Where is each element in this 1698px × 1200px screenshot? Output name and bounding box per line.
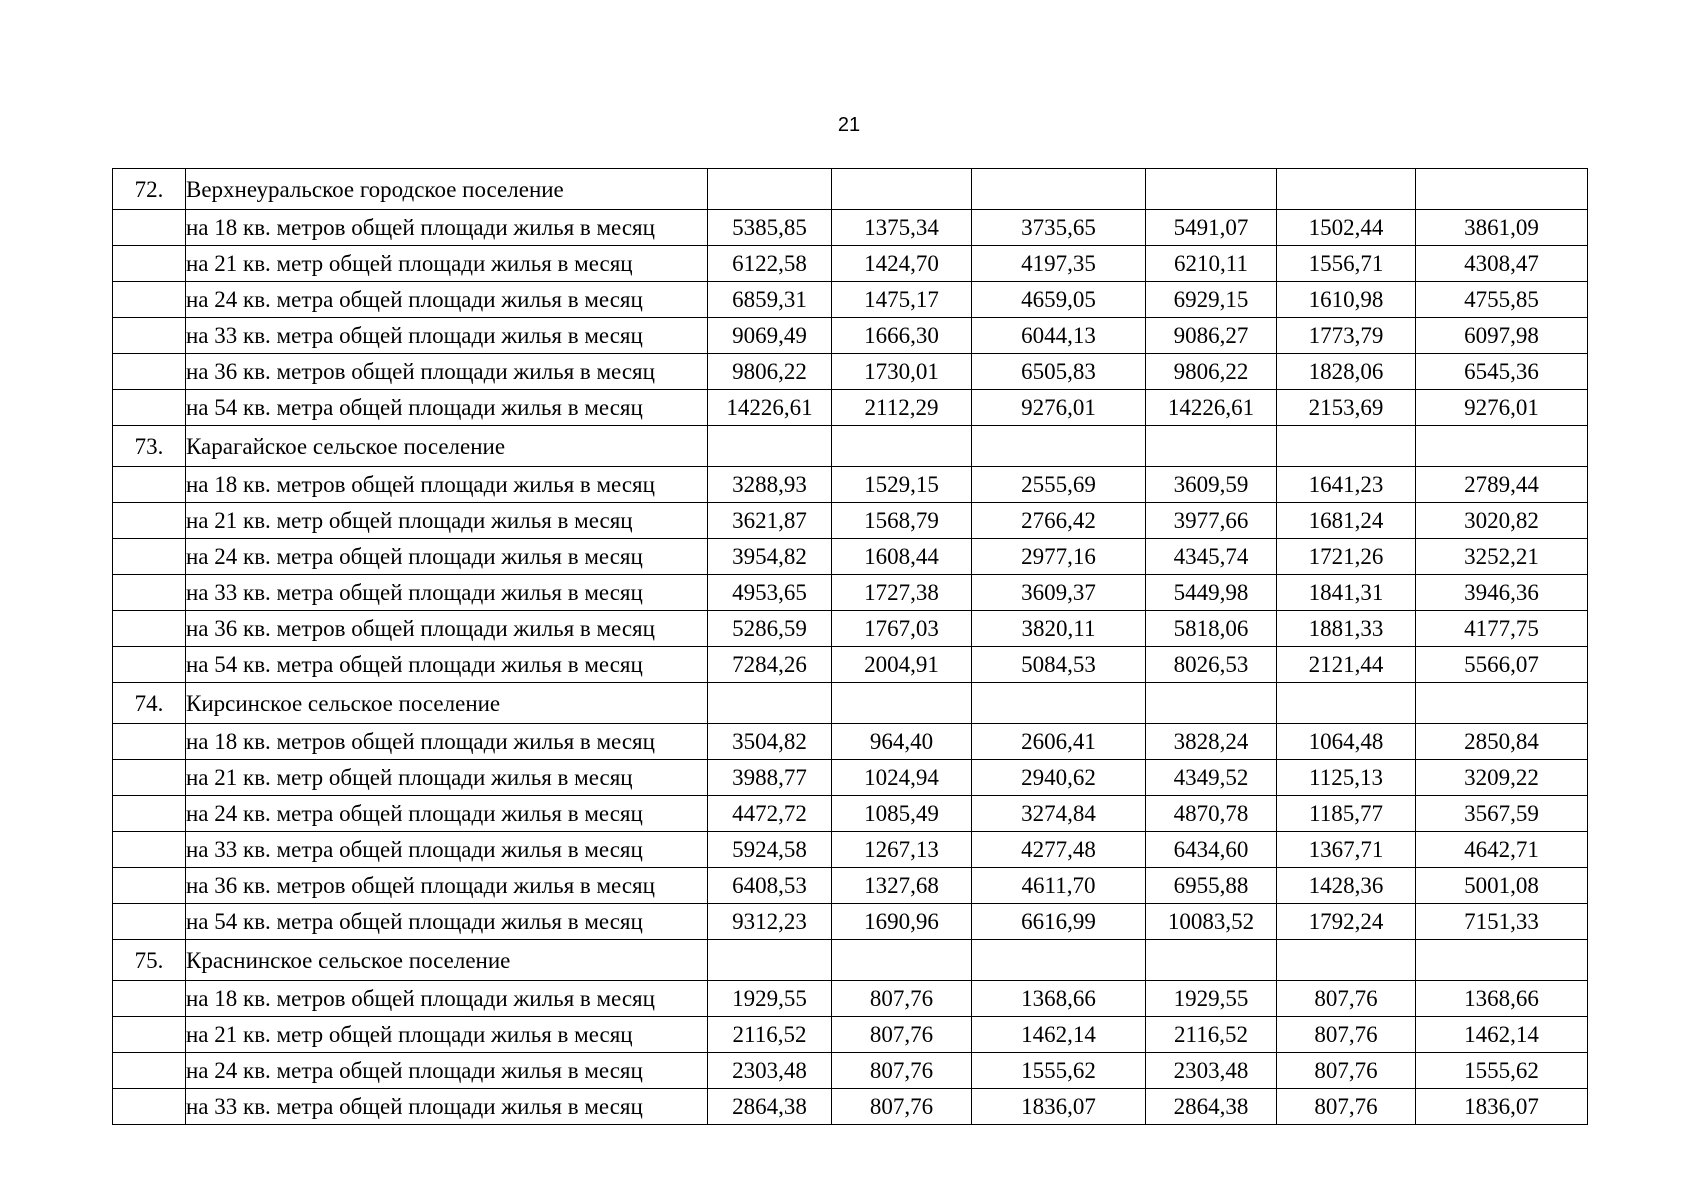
value-cell: 1666,30	[832, 318, 972, 354]
row-label: на 54 кв. метра общей площади жилья в месяц	[186, 647, 708, 683]
value-cell: 3020,82	[1416, 503, 1588, 539]
empty-cell	[113, 1017, 186, 1053]
value-cell: 1085,49	[832, 796, 972, 832]
value-cell: 9312,23	[708, 904, 832, 940]
value-cell: 1529,15	[832, 467, 972, 503]
group-name: Кирсинское сельское поселение	[186, 683, 708, 724]
value-cell: 6929,15	[1146, 282, 1277, 318]
row-label: на 36 кв. метров общей площади жилья в месяц	[186, 868, 708, 904]
value-cell: 1681,24	[1277, 503, 1416, 539]
group-number: 73.	[113, 426, 186, 467]
value-cell: 1367,71	[1277, 832, 1416, 868]
value-cell: 5924,58	[708, 832, 832, 868]
value-cell: 1555,62	[972, 1053, 1146, 1089]
table-row	[113, 210, 1588, 246]
empty-cell	[113, 796, 186, 832]
value-cell: 5286,59	[708, 611, 832, 647]
value-cell: 1836,07	[972, 1089, 1146, 1125]
value-cell: 2789,44	[1416, 467, 1588, 503]
value-cell: 4177,75	[1416, 611, 1588, 647]
value-cell: 3274,84	[972, 796, 1146, 832]
row-label: на 36 кв. метров общей площади жилья в месяц	[186, 611, 708, 647]
value-cell: 5566,07	[1416, 647, 1588, 683]
value-cell: 2153,69	[1277, 390, 1416, 426]
value-cell: 807,76	[832, 1017, 972, 1053]
value-cell: 6408,53	[708, 868, 832, 904]
value-cell: 3504,82	[708, 724, 832, 760]
value-cell: 1024,94	[832, 760, 972, 796]
value-cell: 6616,99	[972, 904, 1146, 940]
group-name: Верхнеуральское городское поселение	[186, 169, 708, 210]
value-cell: 14226,61	[1146, 390, 1277, 426]
value-cell: 1929,55	[708, 981, 832, 1017]
value-cell: 2940,62	[972, 760, 1146, 796]
group-name: Карагайское сельское поселение	[186, 426, 708, 467]
group-header-row	[113, 426, 1588, 467]
value-cell: 1462,14	[1416, 1017, 1588, 1053]
empty-cell	[113, 318, 186, 354]
empty-cell	[1277, 426, 1416, 467]
row-label: на 21 кв. метр общей площади жилья в месяц	[186, 503, 708, 539]
empty-cell	[1416, 426, 1588, 467]
value-cell: 4755,85	[1416, 282, 1588, 318]
group-header-row	[113, 683, 1588, 724]
value-cell: 6955,88	[1146, 868, 1277, 904]
row-label: на 21 кв. метр общей площади жилья в месяц	[186, 246, 708, 282]
value-cell: 5491,07	[1146, 210, 1277, 246]
table-row	[113, 796, 1588, 832]
value-cell: 6097,98	[1416, 318, 1588, 354]
row-label: на 18 кв. метров общей площади жилья в месяц	[186, 981, 708, 1017]
table-row	[113, 832, 1588, 868]
value-cell: 3209,22	[1416, 760, 1588, 796]
value-cell: 1375,34	[832, 210, 972, 246]
empty-cell	[972, 683, 1146, 724]
value-cell: 7284,26	[708, 647, 832, 683]
value-cell: 4308,47	[1416, 246, 1588, 282]
group-number: 75.	[113, 940, 186, 981]
row-label: на 24 кв. метра общей площади жилья в месяц	[186, 796, 708, 832]
value-cell: 1368,66	[1416, 981, 1588, 1017]
empty-cell	[1277, 940, 1416, 981]
value-cell: 2766,42	[972, 503, 1146, 539]
value-cell: 1841,31	[1277, 575, 1416, 611]
value-cell: 1727,38	[832, 575, 972, 611]
empty-cell	[972, 426, 1146, 467]
value-cell: 9276,01	[972, 390, 1146, 426]
empty-cell	[113, 868, 186, 904]
value-cell: 2977,16	[972, 539, 1146, 575]
value-cell: 2303,48	[1146, 1053, 1277, 1089]
value-cell: 2864,38	[708, 1089, 832, 1125]
value-cell: 3252,21	[1416, 539, 1588, 575]
value-cell: 5818,06	[1146, 611, 1277, 647]
value-cell: 1610,98	[1277, 282, 1416, 318]
empty-cell	[113, 390, 186, 426]
empty-cell	[1146, 169, 1277, 210]
value-cell: 1475,17	[832, 282, 972, 318]
row-label: на 24 кв. метра общей площади жилья в месяц	[186, 539, 708, 575]
value-cell: 9806,22	[1146, 354, 1277, 390]
table-row	[113, 1089, 1588, 1125]
value-cell: 1502,44	[1277, 210, 1416, 246]
empty-cell	[1277, 683, 1416, 724]
table-row	[113, 611, 1588, 647]
table-row	[113, 981, 1588, 1017]
value-cell: 4349,52	[1146, 760, 1277, 796]
value-cell: 1327,68	[832, 868, 972, 904]
empty-cell	[972, 169, 1146, 210]
value-cell: 1608,44	[832, 539, 972, 575]
empty-cell	[113, 832, 186, 868]
value-cell: 5449,98	[1146, 575, 1277, 611]
empty-cell	[113, 1089, 186, 1125]
tariff-table	[112, 168, 1588, 1125]
value-cell: 4611,70	[972, 868, 1146, 904]
empty-cell	[113, 354, 186, 390]
value-cell: 6505,83	[972, 354, 1146, 390]
value-cell: 5084,53	[972, 647, 1146, 683]
group-header-row	[113, 169, 1588, 210]
empty-cell	[708, 683, 832, 724]
value-cell: 807,76	[832, 1053, 972, 1089]
value-cell: 1267,13	[832, 832, 972, 868]
table-row	[113, 575, 1588, 611]
value-cell: 1556,71	[1277, 246, 1416, 282]
row-label: на 18 кв. метров общей площади жилья в месяц	[186, 467, 708, 503]
empty-cell	[972, 940, 1146, 981]
value-cell: 1881,33	[1277, 611, 1416, 647]
table-row	[113, 1017, 1588, 1053]
empty-cell	[113, 467, 186, 503]
value-cell: 2112,29	[832, 390, 972, 426]
empty-cell	[113, 282, 186, 318]
row-label: на 54 кв. метра общей площади жилья в месяц	[186, 904, 708, 940]
empty-cell	[832, 169, 972, 210]
value-cell: 4870,78	[1146, 796, 1277, 832]
value-cell: 807,76	[1277, 981, 1416, 1017]
empty-cell	[708, 169, 832, 210]
value-cell: 9069,49	[708, 318, 832, 354]
value-cell: 3954,82	[708, 539, 832, 575]
row-label: на 24 кв. метра общей площади жилья в месяц	[186, 282, 708, 318]
value-cell: 6210,11	[1146, 246, 1277, 282]
group-number: 74.	[113, 683, 186, 724]
empty-cell	[113, 210, 186, 246]
value-cell: 6122,58	[708, 246, 832, 282]
value-cell: 5001,08	[1416, 868, 1588, 904]
table-row	[113, 647, 1588, 683]
value-cell: 3621,87	[708, 503, 832, 539]
value-cell: 9276,01	[1416, 390, 1588, 426]
value-cell: 1929,55	[1146, 981, 1277, 1017]
empty-cell	[832, 426, 972, 467]
empty-cell	[1416, 169, 1588, 210]
empty-cell	[113, 647, 186, 683]
value-cell: 1828,06	[1277, 354, 1416, 390]
empty-cell	[1146, 940, 1277, 981]
value-cell: 6044,13	[972, 318, 1146, 354]
table-row	[113, 246, 1588, 282]
value-cell: 3946,36	[1416, 575, 1588, 611]
value-cell: 2116,52	[1146, 1017, 1277, 1053]
value-cell: 4472,72	[708, 796, 832, 832]
value-cell: 2555,69	[972, 467, 1146, 503]
empty-cell	[113, 1053, 186, 1089]
value-cell: 807,76	[1277, 1089, 1416, 1125]
value-cell: 807,76	[832, 1089, 972, 1125]
value-cell: 1641,23	[1277, 467, 1416, 503]
empty-cell	[708, 940, 832, 981]
table-row	[113, 390, 1588, 426]
table-row	[113, 318, 1588, 354]
group-name: Краснинское сельское поселение	[186, 940, 708, 981]
empty-cell	[113, 724, 186, 760]
empty-cell	[113, 611, 186, 647]
value-cell: 1767,03	[832, 611, 972, 647]
value-cell: 14226,61	[708, 390, 832, 426]
value-cell: 3828,24	[1146, 724, 1277, 760]
row-label: на 33 кв. метра общей площади жилья в месяц	[186, 832, 708, 868]
value-cell: 3567,59	[1416, 796, 1588, 832]
empty-cell	[113, 539, 186, 575]
value-cell: 4277,48	[972, 832, 1146, 868]
value-cell: 1555,62	[1416, 1053, 1588, 1089]
table-row	[113, 354, 1588, 390]
empty-cell	[113, 246, 186, 282]
table-row	[113, 760, 1588, 796]
table-row	[113, 868, 1588, 904]
row-label: на 54 кв. метра общей площади жилья в месяц	[186, 390, 708, 426]
value-cell: 10083,52	[1146, 904, 1277, 940]
empty-cell	[708, 426, 832, 467]
row-label: на 18 кв. метров общей площади жилья в месяц	[186, 724, 708, 760]
value-cell: 1836,07	[1416, 1089, 1588, 1125]
empty-cell	[113, 904, 186, 940]
value-cell: 2606,41	[972, 724, 1146, 760]
empty-cell	[113, 981, 186, 1017]
value-cell: 3735,65	[972, 210, 1146, 246]
table-row	[113, 724, 1588, 760]
value-cell: 807,76	[1277, 1053, 1416, 1089]
value-cell: 4659,05	[972, 282, 1146, 318]
value-cell: 1428,36	[1277, 868, 1416, 904]
value-cell: 2116,52	[708, 1017, 832, 1053]
empty-cell	[1416, 683, 1588, 724]
value-cell: 2864,38	[1146, 1089, 1277, 1125]
value-cell: 4953,65	[708, 575, 832, 611]
page-number: 21	[837, 114, 861, 136]
row-label: на 33 кв. метра общей площади жилья в месяц	[186, 318, 708, 354]
value-cell: 2004,91	[832, 647, 972, 683]
row-label: на 36 кв. метров общей площади жилья в месяц	[186, 354, 708, 390]
empty-cell	[113, 503, 186, 539]
table-row	[113, 503, 1588, 539]
value-cell: 3820,11	[972, 611, 1146, 647]
table-body	[113, 169, 1588, 1125]
value-cell: 1568,79	[832, 503, 972, 539]
value-cell: 8026,53	[1146, 647, 1277, 683]
row-label: на 24 кв. метра общей площади жилья в месяц	[186, 1053, 708, 1089]
table-row	[113, 1053, 1588, 1089]
value-cell: 807,76	[832, 981, 972, 1017]
value-cell: 1185,77	[1277, 796, 1416, 832]
table-row	[113, 467, 1588, 503]
value-cell: 3288,93	[708, 467, 832, 503]
table-row	[113, 282, 1588, 318]
value-cell: 9086,27	[1146, 318, 1277, 354]
value-cell: 1368,66	[972, 981, 1146, 1017]
empty-cell	[1146, 683, 1277, 724]
empty-cell	[832, 683, 972, 724]
empty-cell	[1277, 169, 1416, 210]
empty-cell	[1146, 426, 1277, 467]
value-cell: 3977,66	[1146, 503, 1277, 539]
value-cell: 2850,84	[1416, 724, 1588, 760]
value-cell: 1721,26	[1277, 539, 1416, 575]
value-cell: 4642,71	[1416, 832, 1588, 868]
row-label: на 18 кв. метров общей площади жилья в месяц	[186, 210, 708, 246]
value-cell: 3609,59	[1146, 467, 1277, 503]
value-cell: 4345,74	[1146, 539, 1277, 575]
value-cell: 1424,70	[832, 246, 972, 282]
empty-cell	[113, 575, 186, 611]
group-header-row	[113, 940, 1588, 981]
value-cell: 4197,35	[972, 246, 1146, 282]
value-cell: 1125,13	[1277, 760, 1416, 796]
value-cell: 1462,14	[972, 1017, 1146, 1053]
value-cell: 1730,01	[832, 354, 972, 390]
value-cell: 9806,22	[708, 354, 832, 390]
value-cell: 5385,85	[708, 210, 832, 246]
row-label: на 33 кв. метра общей площади жилья в месяц	[186, 1089, 708, 1125]
row-label: на 21 кв. метр общей площади жилья в месяц	[186, 1017, 708, 1053]
value-cell: 6859,31	[708, 282, 832, 318]
value-cell: 964,40	[832, 724, 972, 760]
empty-cell	[832, 940, 972, 981]
value-cell: 1792,24	[1277, 904, 1416, 940]
value-cell: 807,76	[1277, 1017, 1416, 1053]
value-cell: 3609,37	[972, 575, 1146, 611]
empty-cell	[1416, 940, 1588, 981]
row-label: на 33 кв. метра общей площади жилья в месяц	[186, 575, 708, 611]
table-row	[113, 904, 1588, 940]
value-cell: 7151,33	[1416, 904, 1588, 940]
group-number: 72.	[113, 169, 186, 210]
empty-cell	[113, 760, 186, 796]
row-label: на 21 кв. метр общей площади жилья в месяц	[186, 760, 708, 796]
value-cell: 1773,79	[1277, 318, 1416, 354]
value-cell: 3861,09	[1416, 210, 1588, 246]
value-cell: 3988,77	[708, 760, 832, 796]
value-cell: 2303,48	[708, 1053, 832, 1089]
value-cell: 2121,44	[1277, 647, 1416, 683]
table-row	[113, 539, 1588, 575]
value-cell: 6545,36	[1416, 354, 1588, 390]
value-cell: 1064,48	[1277, 724, 1416, 760]
value-cell: 1690,96	[832, 904, 972, 940]
value-cell: 6434,60	[1146, 832, 1277, 868]
